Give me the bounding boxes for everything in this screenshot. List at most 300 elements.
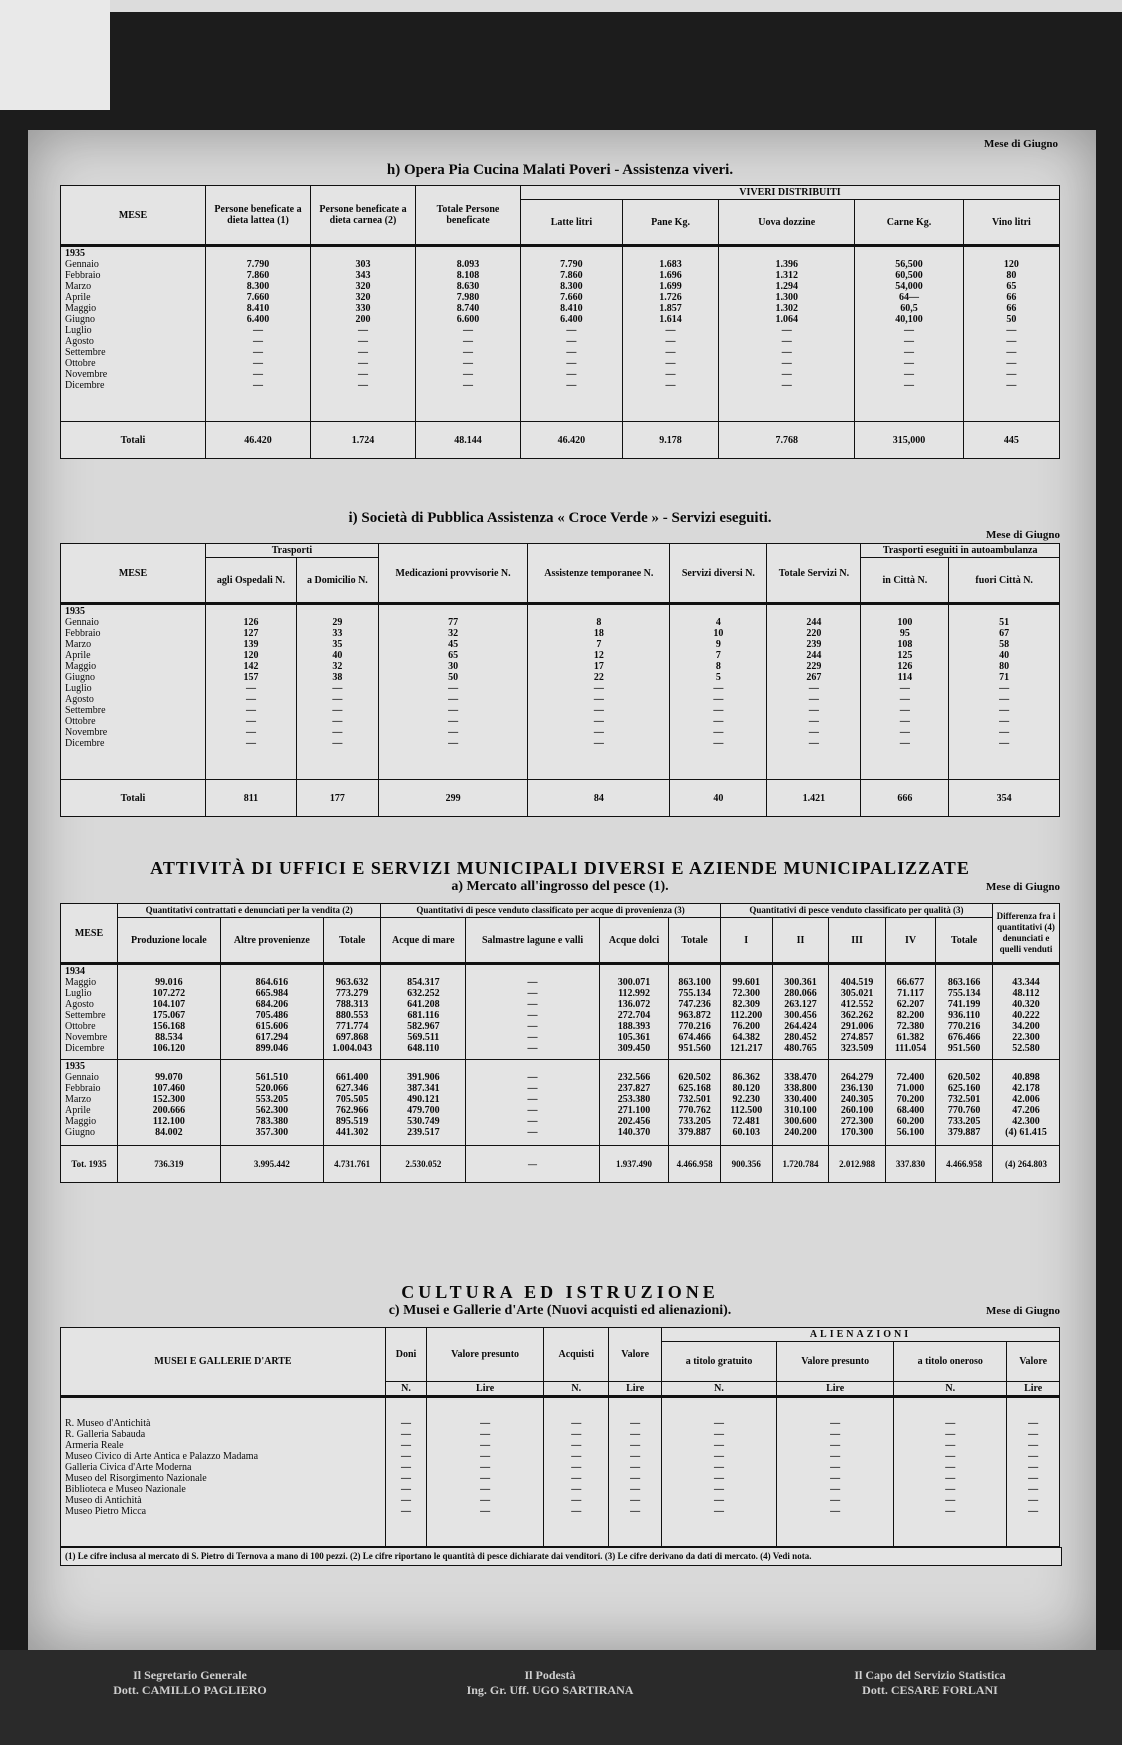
table-cell: — bbox=[527, 1127, 538, 1138]
dash-cell: — bbox=[1028, 1473, 1039, 1484]
table-cell: 705.505 bbox=[335, 1094, 369, 1105]
spacer bbox=[888, 1061, 933, 1072]
month-item: Aprile bbox=[65, 1105, 91, 1116]
dash-cell: — bbox=[480, 1440, 491, 1451]
table-cell: — bbox=[245, 705, 256, 716]
table-cell: — bbox=[593, 683, 604, 694]
spacer bbox=[418, 248, 518, 259]
table-cell: — bbox=[713, 716, 724, 727]
col-header: Doni bbox=[386, 1328, 427, 1382]
table-cell: — bbox=[463, 325, 473, 336]
month-item: Maggio bbox=[65, 661, 97, 672]
data-column bbox=[949, 604, 1060, 780]
dash-column bbox=[544, 1397, 609, 1547]
month-item: Marzo bbox=[65, 281, 92, 292]
table-cell: — bbox=[253, 380, 263, 391]
spacer bbox=[966, 248, 1057, 259]
table-cell: 92.230 bbox=[732, 1094, 760, 1105]
table-cell: 84.002 bbox=[155, 1127, 183, 1138]
month-item: Settembre bbox=[65, 347, 106, 358]
table-cell: 1.004.043 bbox=[332, 1043, 373, 1054]
table-cell: 562.300 bbox=[255, 1105, 289, 1116]
table-cell: — bbox=[566, 380, 577, 391]
dash-cell: — bbox=[1028, 1429, 1039, 1440]
table-cell: 582.967 bbox=[407, 1021, 440, 1032]
table-cell: 271.100 bbox=[617, 1105, 651, 1116]
spacer bbox=[208, 248, 308, 259]
table-cell: — bbox=[904, 358, 914, 369]
table-cell: 412.552 bbox=[840, 999, 874, 1010]
table-cell: — bbox=[665, 347, 676, 358]
data-column bbox=[466, 1060, 600, 1146]
table-cell: 362.262 bbox=[840, 1010, 874, 1021]
total-cell: 7.768 bbox=[719, 422, 855, 459]
col-header: Valore presunto bbox=[427, 1328, 544, 1382]
dash-cell: — bbox=[714, 1418, 725, 1429]
month-ref: Mese di Giugno bbox=[986, 1305, 1060, 1317]
table-cell: 732.501 bbox=[678, 1094, 711, 1105]
data-column bbox=[296, 604, 378, 780]
group-header: Quantitativi contrattati e denunciati per la vendita (2) bbox=[118, 904, 381, 918]
table-cell: 7.980 bbox=[456, 292, 480, 303]
table-cell: 45 bbox=[448, 639, 459, 650]
table-cell: 863.166 bbox=[947, 977, 981, 988]
spacer bbox=[299, 606, 376, 617]
table-cell: 88.534 bbox=[155, 1032, 183, 1043]
table-cell: 6.600 bbox=[456, 314, 480, 325]
dash-column bbox=[386, 1397, 427, 1547]
data-column bbox=[378, 604, 527, 780]
table-cell: — bbox=[448, 716, 459, 727]
table-cell: 80 bbox=[999, 661, 1010, 672]
data-column bbox=[528, 604, 670, 780]
month-item: Giugno bbox=[65, 1127, 95, 1138]
table-cell: 8 bbox=[596, 617, 602, 628]
unit-label: N. bbox=[544, 1382, 609, 1397]
dash-cell: — bbox=[401, 1429, 412, 1440]
table-cell: 379.887 bbox=[947, 1127, 981, 1138]
col-header: Medicazioni provvisorie N. bbox=[378, 544, 527, 604]
table-cell: 272.300 bbox=[840, 1116, 874, 1127]
unit-label: N. bbox=[386, 1382, 427, 1397]
month-item: Maggio bbox=[65, 303, 97, 314]
table-cell: 7.660 bbox=[560, 292, 583, 303]
col-header: a titolo gratuito bbox=[661, 1342, 776, 1382]
dash-cell: — bbox=[714, 1429, 725, 1440]
col-header: Acque dolci bbox=[599, 918, 668, 964]
table-cell: 50 bbox=[448, 672, 459, 683]
table-cell: 50 bbox=[1006, 314, 1017, 325]
month-item: Novembre bbox=[65, 369, 108, 380]
col-header: a Domicilio N. bbox=[296, 558, 378, 604]
table-cell: — bbox=[448, 705, 459, 716]
table-cell: 105.361 bbox=[617, 1032, 651, 1043]
table-cell: 1.302 bbox=[775, 303, 798, 314]
table-cell: — bbox=[781, 369, 792, 380]
month-item: Marzo bbox=[65, 1094, 92, 1105]
table-cell: 170.300 bbox=[840, 1127, 874, 1138]
total-cell: 354 bbox=[949, 780, 1060, 817]
table-cell: — bbox=[527, 1094, 538, 1105]
month-item: Novembre bbox=[65, 1032, 108, 1043]
table-cell: — bbox=[999, 727, 1010, 738]
data-column bbox=[669, 1060, 721, 1146]
table-cell: 86.362 bbox=[732, 1072, 760, 1083]
table-cell: 126 bbox=[243, 617, 259, 628]
table-cell: 755.134 bbox=[678, 988, 711, 999]
table-cell: — bbox=[358, 336, 368, 347]
table-cell: 80.120 bbox=[732, 1083, 760, 1094]
col-header: Salmastre lagune e valli bbox=[466, 918, 600, 964]
dash-cell: — bbox=[830, 1429, 841, 1440]
data-column bbox=[993, 1060, 1060, 1146]
col-header: Produzione locale bbox=[118, 918, 221, 964]
table-cell: — bbox=[253, 369, 263, 380]
table-cell: 107.460 bbox=[152, 1083, 186, 1094]
data-column bbox=[521, 246, 623, 422]
table-cell: — bbox=[527, 1043, 538, 1054]
table-cell: 60.200 bbox=[896, 1116, 925, 1127]
table-cell: 264.279 bbox=[840, 1072, 874, 1083]
dash-cell: — bbox=[571, 1506, 582, 1517]
signature-line: Ing. Gr. Uff. UGO SARTIRANA bbox=[466, 1683, 634, 1697]
table-cell: 38 bbox=[332, 672, 343, 683]
table-cell: — bbox=[566, 336, 577, 347]
total-cell: 3.995.442 bbox=[220, 1146, 323, 1183]
table-cell: 783.380 bbox=[255, 1116, 289, 1127]
section-main-subtitle: a) Mercato all'ingrosso del pesce (1). bbox=[451, 879, 669, 894]
table-cell: 8.410 bbox=[246, 303, 270, 314]
col-header: fuori Città N. bbox=[949, 558, 1060, 604]
dash-cell: — bbox=[714, 1495, 725, 1506]
table-cell: — bbox=[999, 716, 1010, 727]
month-ref: Mese di Giugno bbox=[986, 529, 1060, 541]
spacer bbox=[951, 606, 1057, 617]
table-cell: 733.205 bbox=[678, 1116, 711, 1127]
table-cell: — bbox=[899, 727, 910, 738]
unit-label: Lire bbox=[427, 1382, 544, 1397]
table-cell: (4) 61.415 bbox=[1005, 1127, 1047, 1138]
table-cell: 625.168 bbox=[678, 1083, 711, 1094]
group-header: Trasporti eseguiti in autoambulanza bbox=[861, 544, 1060, 558]
table-cell: 40 bbox=[332, 650, 343, 661]
table-cell: 755.134 bbox=[947, 988, 981, 999]
total-cell: 299 bbox=[378, 780, 527, 817]
data-column bbox=[599, 1060, 668, 1146]
spacer bbox=[775, 966, 827, 977]
table-cell: 665.984 bbox=[255, 988, 289, 999]
month-item: Aprile bbox=[65, 650, 91, 661]
dash-cell: — bbox=[630, 1440, 641, 1451]
dash-cell: — bbox=[830, 1484, 841, 1495]
table-cell: 1.857 bbox=[659, 303, 682, 314]
spacer bbox=[223, 1061, 321, 1072]
spacer bbox=[120, 966, 218, 977]
dash-column bbox=[427, 1397, 544, 1547]
spacer bbox=[602, 1061, 666, 1072]
table-cell: — bbox=[358, 369, 368, 380]
museum-item: Armeria Reale bbox=[65, 1440, 124, 1451]
table-cell: 108 bbox=[897, 639, 913, 650]
month-item: Febbraio bbox=[65, 1083, 101, 1094]
table-cell: 8.300 bbox=[246, 281, 270, 292]
dash-cell: — bbox=[830, 1473, 841, 1484]
table-cell: 260.100 bbox=[840, 1105, 874, 1116]
table-cell: 126 bbox=[897, 661, 913, 672]
table-cell: 17 bbox=[593, 661, 604, 672]
month-item: Gennaio bbox=[65, 259, 99, 270]
table-cell: — bbox=[904, 369, 914, 380]
table-cell: — bbox=[358, 358, 368, 369]
dash-cell: — bbox=[480, 1462, 491, 1473]
spacer bbox=[120, 1061, 218, 1072]
col-header: Valore bbox=[609, 1328, 662, 1382]
table-cell: 66.677 bbox=[896, 977, 925, 988]
table-cell: 18 bbox=[593, 628, 604, 639]
dash-cell: — bbox=[630, 1418, 641, 1429]
table-cell: 648.110 bbox=[407, 1043, 440, 1054]
spacer bbox=[223, 966, 321, 977]
table-cell: — bbox=[332, 694, 343, 705]
month-item: Febbraio bbox=[65, 628, 101, 639]
table-cell: 72.481 bbox=[732, 1116, 760, 1127]
month-item: Dicembre bbox=[65, 1043, 105, 1054]
month-item: Febbraio bbox=[65, 270, 101, 281]
table-cell: — bbox=[463, 380, 473, 391]
dash-cell: — bbox=[630, 1473, 641, 1484]
dash-cell: — bbox=[945, 1495, 956, 1506]
table-cell: 34.200 bbox=[1012, 1021, 1040, 1032]
dash-cell: — bbox=[571, 1484, 582, 1495]
dash-cell: — bbox=[630, 1506, 641, 1517]
data-column bbox=[829, 1060, 886, 1146]
table-cell: 6.400 bbox=[246, 314, 270, 325]
table-cell: 112.500 bbox=[730, 1105, 763, 1116]
table-cell: — bbox=[253, 325, 263, 336]
table-cell: — bbox=[808, 716, 819, 727]
table-cell: 65 bbox=[448, 650, 459, 661]
table-cell: 676.466 bbox=[947, 1032, 981, 1043]
table-cell: — bbox=[527, 1105, 538, 1116]
dash-cell: — bbox=[401, 1495, 412, 1506]
table-cell: — bbox=[566, 358, 577, 369]
dash-cell: — bbox=[401, 1462, 412, 1473]
spacer bbox=[769, 606, 858, 617]
dash-cell: — bbox=[480, 1418, 491, 1429]
table-cell: 7.860 bbox=[560, 270, 583, 281]
spacer bbox=[831, 966, 883, 977]
table-cell: 125 bbox=[897, 650, 913, 661]
col-header: MUSEI E GALLERIE D'ARTE bbox=[61, 1328, 386, 1397]
table-cell: — bbox=[999, 705, 1010, 716]
table-cell: 280.066 bbox=[784, 988, 817, 999]
month-item: Marzo bbox=[65, 639, 92, 650]
dash-cell: — bbox=[571, 1462, 582, 1473]
col-header: Totale Persone beneficate bbox=[416, 186, 521, 246]
table-cell: — bbox=[593, 705, 604, 716]
table-cell: 72.300 bbox=[732, 988, 760, 999]
month-item: Aprile bbox=[65, 292, 91, 303]
table-cell: 441.302 bbox=[335, 1127, 369, 1138]
table-cell: — bbox=[713, 727, 724, 738]
total-cell: 666 bbox=[861, 780, 949, 817]
spacer bbox=[468, 966, 597, 977]
dash-cell: — bbox=[480, 1429, 491, 1440]
dash-cell: — bbox=[830, 1462, 841, 1473]
col-header: Altre provenienze bbox=[220, 918, 323, 964]
table-cell: 880.553 bbox=[335, 1010, 369, 1021]
table-cell: 95 bbox=[899, 628, 910, 639]
dash-cell: — bbox=[571, 1440, 582, 1451]
table-cell: 175.067 bbox=[152, 1010, 186, 1021]
table-cell: — bbox=[332, 705, 343, 716]
table-cell: 303 bbox=[355, 259, 371, 270]
table-cell: 530.749 bbox=[407, 1116, 440, 1127]
total-cell: 84 bbox=[528, 780, 670, 817]
table-cell: 71 bbox=[999, 672, 1010, 683]
table-cell: 10 bbox=[713, 628, 724, 639]
data-column bbox=[936, 964, 993, 1060]
table-cell: — bbox=[593, 738, 604, 749]
table-cell: — bbox=[448, 738, 459, 749]
month-item: Giugno bbox=[65, 314, 95, 325]
dash-cell: — bbox=[401, 1484, 412, 1495]
table-cell: 66 bbox=[1006, 292, 1017, 303]
museums-table bbox=[60, 1327, 1060, 1547]
data-column bbox=[118, 1060, 221, 1146]
dash-cell: — bbox=[1028, 1495, 1039, 1506]
table-cell: 8.410 bbox=[560, 303, 583, 314]
col-header: Servizi diversi N. bbox=[670, 544, 767, 604]
table-cell: 272.704 bbox=[617, 1010, 651, 1021]
data-column bbox=[772, 1060, 829, 1146]
table-cell: 112.100 bbox=[152, 1116, 185, 1127]
table-cell: — bbox=[463, 347, 473, 358]
month-item: Maggio bbox=[65, 1116, 97, 1127]
table-cell: 48.112 bbox=[1012, 988, 1040, 999]
table-cell: — bbox=[904, 325, 914, 336]
dash-cell: — bbox=[945, 1462, 956, 1473]
col-header: Valore bbox=[1007, 1342, 1060, 1382]
table-cell: 264.424 bbox=[784, 1021, 817, 1032]
dash-cell: — bbox=[1028, 1506, 1039, 1517]
table-cell: 936.110 bbox=[948, 1010, 981, 1021]
table-cell: 788.313 bbox=[335, 999, 369, 1010]
table-cell: 42.006 bbox=[1012, 1094, 1040, 1105]
table-cell: 4 bbox=[715, 617, 721, 628]
table-cell: — bbox=[527, 1032, 538, 1043]
table-cell: 43.344 bbox=[1012, 977, 1040, 988]
dash-cell: — bbox=[401, 1506, 412, 1517]
table-cell: — bbox=[808, 683, 819, 694]
month-item: Giugno bbox=[65, 672, 95, 683]
signature-line: Il Segretario Generale bbox=[133, 1668, 247, 1682]
museum-list bbox=[61, 1397, 386, 1547]
table-cell: — bbox=[463, 336, 473, 347]
museum-item: R. Galleria Sabauda bbox=[65, 1429, 146, 1440]
data-column bbox=[963, 246, 1059, 422]
total-cell: — bbox=[466, 1146, 600, 1183]
data-column bbox=[669, 964, 721, 1060]
table-cell: — bbox=[358, 325, 368, 336]
table-cell: 111.054 bbox=[894, 1043, 927, 1054]
unit-label: Lire bbox=[1007, 1382, 1060, 1397]
table-cell: 330 bbox=[355, 303, 371, 314]
table-cell: — bbox=[527, 977, 538, 988]
dash-cell: — bbox=[571, 1495, 582, 1506]
dash-cell: — bbox=[480, 1484, 491, 1495]
col-header: Acque di mare bbox=[381, 918, 466, 964]
table-cell: 7.660 bbox=[246, 292, 270, 303]
col-header: MESE bbox=[61, 186, 206, 246]
totals-label: Tot. 1935 bbox=[61, 1146, 118, 1183]
dash-cell: — bbox=[571, 1451, 582, 1462]
col-header: Persone beneficate a dieta carnea (2) bbox=[311, 186, 416, 246]
table-cell: 56,500 bbox=[895, 259, 923, 270]
museum-item: Museo di Antichità bbox=[65, 1495, 142, 1506]
dash-cell: — bbox=[630, 1495, 641, 1506]
table-cell: 8.093 bbox=[456, 259, 480, 270]
table-cell: — bbox=[904, 380, 914, 391]
col-header: Totale bbox=[323, 918, 380, 964]
table-cell: 357.300 bbox=[255, 1127, 289, 1138]
table-cell: 863.100 bbox=[678, 977, 711, 988]
section-h-title: h) Opera Pia Cucina Malati Poveri - Assistenza viveri. bbox=[386, 162, 734, 178]
unit-label: N. bbox=[661, 1382, 776, 1397]
spacer bbox=[995, 966, 1057, 977]
table-cell: 99.070 bbox=[155, 1072, 183, 1083]
month-item: Gennaio bbox=[65, 1072, 99, 1083]
table-cell: 66 bbox=[1006, 303, 1017, 314]
table-cell: 895.519 bbox=[335, 1116, 369, 1127]
table-cell: — bbox=[1006, 380, 1017, 391]
dash-cell: — bbox=[714, 1440, 725, 1451]
table-cell: 8.300 bbox=[560, 281, 583, 292]
museum-item: Museo Civico di Arte Antica e Palazzo Madama bbox=[65, 1451, 259, 1462]
table-cell: 617.294 bbox=[255, 1032, 289, 1043]
table-cell: 404.519 bbox=[840, 977, 874, 988]
signature-statistics bbox=[780, 1668, 1080, 1698]
table-cell: 733.205 bbox=[947, 1116, 981, 1127]
table-cell: — bbox=[713, 683, 724, 694]
section-i-table bbox=[60, 543, 1060, 817]
total-cell: 337.830 bbox=[885, 1146, 935, 1183]
dash-column bbox=[609, 1397, 662, 1547]
museum-item: Galleria Civica d'Arte Moderna bbox=[65, 1462, 192, 1473]
dash-column bbox=[777, 1397, 894, 1547]
table-cell: 253.380 bbox=[617, 1094, 651, 1105]
table-cell: 747.236 bbox=[678, 999, 711, 1010]
spacer bbox=[671, 966, 718, 977]
dash-cell: — bbox=[401, 1418, 412, 1429]
col-header: Valore presunto bbox=[777, 1342, 894, 1382]
table-cell: 770.216 bbox=[947, 1021, 981, 1032]
data-column bbox=[720, 964, 772, 1060]
data-column bbox=[993, 964, 1060, 1060]
data-column bbox=[599, 964, 668, 1060]
table-cell: 681.116 bbox=[407, 1010, 440, 1021]
month-item: Dicembre bbox=[65, 380, 105, 391]
table-cell: 320 bbox=[355, 292, 371, 303]
scan-top-strip bbox=[0, 0, 1122, 12]
table-cell: 387.341 bbox=[407, 1083, 440, 1094]
table-cell: 323.509 bbox=[840, 1043, 874, 1054]
table-cell: 773.279 bbox=[335, 988, 369, 999]
table-cell: 61.382 bbox=[896, 1032, 925, 1043]
table-cell: 300.600 bbox=[784, 1116, 817, 1127]
dash-cell: — bbox=[830, 1418, 841, 1429]
table-cell: 8.630 bbox=[456, 281, 480, 292]
